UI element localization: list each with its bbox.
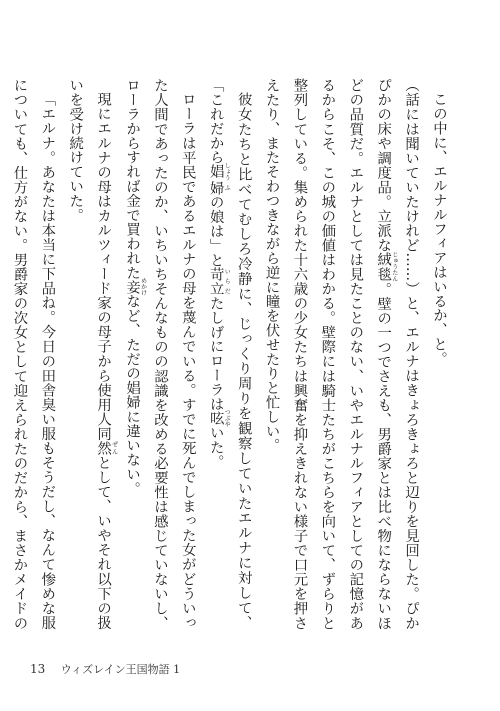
paragraph-laura-mutters: 彼女たちと比べてむしろ冷静に、じっくり周りを観察していたエルナに対して、「これだから娼 しょう婦 ふの娘は」と苛立 いらだたしげにローラは呟 つぶやいた。 — [207, 78, 252, 630]
furigana-ruby: 絨毯 じゅうたん — [375, 251, 398, 282]
paragraph-mother-treatment: 現にエルナの母はカルツィード家の母子から使用人同然 ぜんとして、いやそれ以下の扱いを受け続けていた。 — [67, 78, 118, 630]
vertical-text-body — [11, 78, 452, 630]
furigana-ruby: 呟 つぶや — [207, 409, 231, 428]
paragraph-observing-castle: （話には聞いていたけれど……）と、エルナはきょろきょろと辺りを見回した。ぴかぴかの床や調度品。立派な絨毯 じゅうたん。壁の一つでさえも、男爵家とは比べ物にならないほどの品質だ。エルナとしては見たことのない、いやエルナルフィアとしての記憶があるからこそ、この城の価値はわかる。壁際には騎士たちがこちらを向いて、ずらりと整列している。集められた十六歳の少女たちは興奮を抑えきれない様子で口元を押さえたり、またそわつきながら逆に瞳を伏せたりと忙しい。 — [263, 78, 420, 630]
paragraph-dialogue: 「エルナ。あなたは本当に下品ね。今日の田舎臭い服もそうだし、なんて惨めな服についても、仕方がない。男爵家の次女として迎えられたのだから、まさかメイドの — [11, 78, 56, 630]
page-footer — [30, 661, 180, 677]
furigana-ruby: 然 ぜん — [95, 441, 118, 456]
paragraph-opening-line: この中に、エルナルフィアはいるか、と。 — [431, 92, 447, 366]
furigana-ruby: 婦 ふ — [207, 180, 231, 196]
furigana-ruby: 娼 しょう — [207, 162, 231, 181]
page-number: 13 — [30, 662, 46, 676]
furigana-ruby: 苛立 いらだ — [207, 267, 231, 296]
furigana-ruby: 妾 めかけ — [124, 277, 147, 296]
book-title: ウィズレイン王国物語 1 — [60, 663, 181, 676]
paragraph-laura-contempt: ローラは平民であるエルナの母を蔑んでいる。すでに死んでしまった女がどういった人間であったのか、いちいちそんなものの認識を改める必要性は感じていないし、ローラからすれば金で買われた妾 めかけなど、ただの娼婦に違いない。 — [124, 78, 196, 630]
